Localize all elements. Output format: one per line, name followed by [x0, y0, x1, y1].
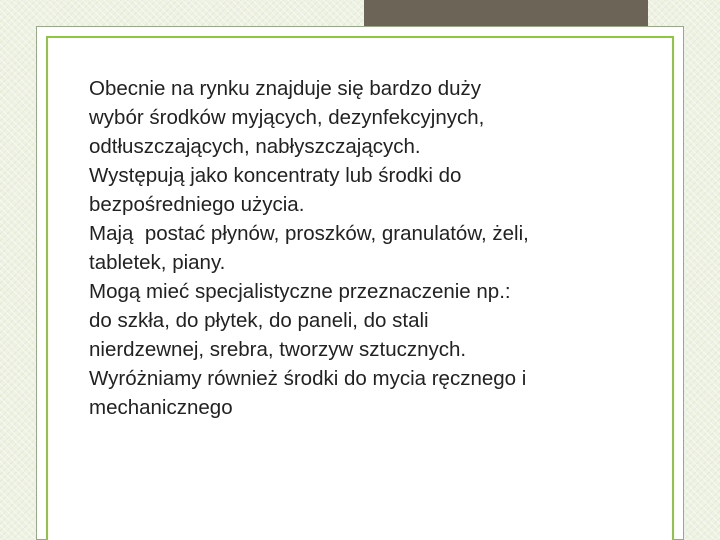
slide-body-text	[89, 74, 649, 422]
body-line: nierdzewnej, srebra, tworzyw sztucznych.	[89, 338, 467, 361]
body-line: Obecnie na rynku znajduje się bardzo duży	[89, 77, 482, 100]
body-line: odtłuszczających, nabłyszczających.	[89, 135, 421, 158]
body-line: wybór środków myjących, dezynfekcyjnych,	[89, 106, 485, 129]
body-line: bezpośredniego użycia.	[89, 193, 305, 216]
body-line: Występują jako koncentraty lub środki do	[89, 164, 462, 187]
body-line: Mogą mieć specjalistyczne przeznaczenie np.:	[89, 280, 511, 303]
body-line: mechanicznego	[89, 396, 233, 419]
body-line: Mają postać płynów, proszków, granulatów, żeli,	[89, 222, 529, 245]
body-line: Wyróżniamy również środki do mycia ręcznego i	[89, 367, 527, 390]
body-line: do szkła, do płytek, do paneli, do stali	[89, 309, 429, 332]
body-line: tabletek, piany.	[89, 251, 226, 274]
